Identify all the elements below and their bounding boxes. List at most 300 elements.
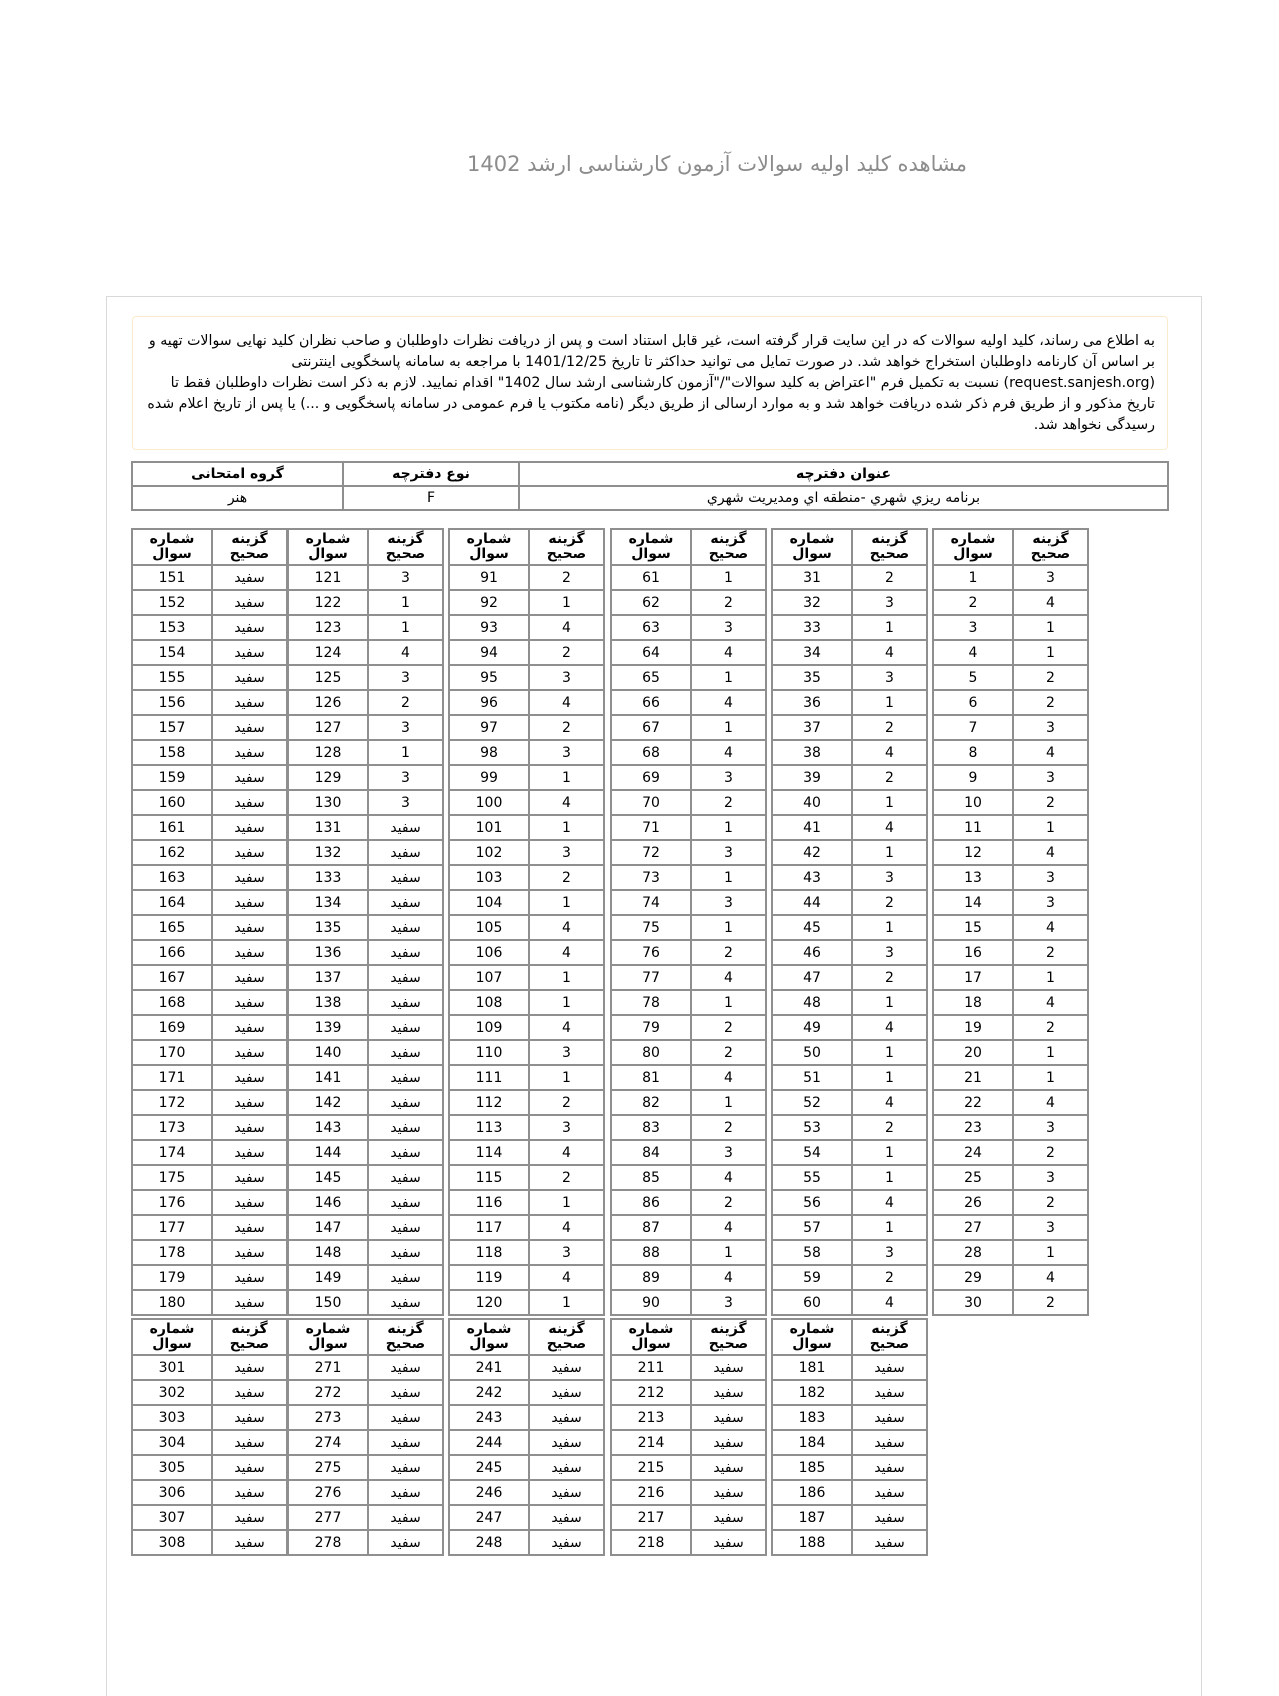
correct-option-cell: سفید <box>368 865 443 890</box>
correct-option-cell: 3 <box>368 715 443 740</box>
correct-option-cell: 1 <box>852 1215 927 1240</box>
correct-option-cell: سفید <box>368 940 443 965</box>
answer-row <box>772 990 927 1015</box>
answer-row <box>449 1430 604 1455</box>
answer-row <box>132 1015 287 1040</box>
question-number-cell: 75 <box>611 915 691 940</box>
question-number-cell: 26 <box>933 1190 1013 1215</box>
correct-option-cell: سفید <box>368 1290 443 1315</box>
question-number-cell: 153 <box>132 615 212 640</box>
correct-option-cell: 4 <box>691 640 766 665</box>
answer-row <box>132 790 287 815</box>
correct-option-cell: سفید <box>368 1190 443 1215</box>
correct-option-cell: 4 <box>852 1015 927 1040</box>
correct-option-cell: 3 <box>691 765 766 790</box>
answer-row <box>132 1380 287 1405</box>
question-number-cell: 277 <box>288 1505 368 1530</box>
question-number-cell: 13 <box>933 865 1013 890</box>
answer-row <box>288 1015 443 1040</box>
correct-option-cell: سفید <box>212 740 287 765</box>
question-number-header: شماره سوال <box>933 529 1013 565</box>
correct-option-header: گزینه صحیح <box>1013 529 1088 565</box>
answer-row <box>611 1530 766 1555</box>
answer-row <box>132 765 287 790</box>
correct-option-cell: سفید <box>212 1265 287 1290</box>
answer-row <box>611 765 766 790</box>
answer-row <box>288 1215 443 1240</box>
answer-row <box>933 1165 1088 1190</box>
correct-option-cell: 1 <box>852 790 927 815</box>
correct-option-cell: سفید <box>212 840 287 865</box>
answer-row <box>933 940 1088 965</box>
exam-group-header: گروه امتحانی <box>132 462 343 486</box>
correct-option-cell: سفید <box>529 1505 604 1530</box>
correct-option-cell: سفید <box>368 1380 443 1405</box>
answer-row <box>933 565 1088 590</box>
question-number-cell: 10 <box>933 790 1013 815</box>
answer-row <box>772 1040 927 1065</box>
answer-row <box>288 790 443 815</box>
correct-option-cell: سفید <box>212 1015 287 1040</box>
answer-row <box>933 890 1088 915</box>
question-number-cell: 116 <box>449 1190 529 1215</box>
correct-option-cell: 4 <box>691 1065 766 1090</box>
answer-row <box>611 1430 766 1455</box>
correct-option-cell: 1 <box>852 1140 927 1165</box>
answer-row <box>933 1115 1088 1140</box>
correct-option-cell: سفید <box>368 1065 443 1090</box>
question-number-cell: 108 <box>449 990 529 1015</box>
question-number-cell: 93 <box>449 615 529 640</box>
correct-option-cell: 4 <box>529 1140 604 1165</box>
correct-option-cell: سفید <box>368 1090 443 1115</box>
question-number-cell: 119 <box>449 1265 529 1290</box>
answer-row <box>288 665 443 690</box>
correct-option-cell: 1 <box>529 1290 604 1315</box>
question-number-cell: 132 <box>288 840 368 865</box>
question-number-cell: 122 <box>288 590 368 615</box>
answer-row <box>288 590 443 615</box>
correct-option-cell: 1 <box>1013 965 1088 990</box>
answer-row <box>449 1015 604 1040</box>
answer-row <box>449 965 604 990</box>
question-number-cell: 174 <box>132 1140 212 1165</box>
question-number-cell: 70 <box>611 790 691 815</box>
correct-option-cell: 3 <box>529 1115 604 1140</box>
answer-row <box>611 865 766 890</box>
correct-option-cell: سفید <box>212 1190 287 1215</box>
correct-option-cell: سفید <box>368 1215 443 1240</box>
answer-row <box>288 640 443 665</box>
correct-option-cell: 2 <box>529 715 604 740</box>
question-number-cell: 157 <box>132 715 212 740</box>
answer-key-table <box>771 1318 928 1556</box>
answer-row <box>611 740 766 765</box>
question-number-cell: 246 <box>449 1480 529 1505</box>
question-number-cell: 170 <box>132 1040 212 1065</box>
correct-option-header: گزینه صحیح <box>691 1319 766 1355</box>
correct-option-cell: سفید <box>691 1405 766 1430</box>
correct-option-cell: سفید <box>212 1215 287 1240</box>
question-number-cell: 29 <box>933 1265 1013 1290</box>
correct-option-cell: سفید <box>212 815 287 840</box>
correct-option-cell: 1 <box>368 740 443 765</box>
answer-row <box>772 1065 927 1090</box>
correct-option-cell: سفید <box>529 1480 604 1505</box>
correct-option-cell: 3 <box>852 940 927 965</box>
correct-option-cell: 3 <box>1013 715 1088 740</box>
correct-option-cell: سفید <box>368 1265 443 1290</box>
correct-option-cell: 2 <box>368 690 443 715</box>
answer-key-table <box>287 1318 444 1556</box>
answer-row <box>288 1355 443 1380</box>
answer-row <box>772 1530 927 1555</box>
correct-option-cell: 4 <box>1013 740 1088 765</box>
correct-option-cell: سفید <box>368 1240 443 1265</box>
correct-option-header: گزینه صحیح <box>212 1319 287 1355</box>
correct-option-cell: 3 <box>368 790 443 815</box>
correct-option-cell: 4 <box>1013 1090 1088 1115</box>
question-number-cell: 64 <box>611 640 691 665</box>
correct-option-cell: سفید <box>368 840 443 865</box>
answer-row <box>449 1455 604 1480</box>
correct-option-cell: 2 <box>852 765 927 790</box>
answer-row <box>132 590 287 615</box>
correct-option-cell: 2 <box>852 1265 927 1290</box>
answer-row <box>611 1015 766 1040</box>
correct-option-cell: 1 <box>1013 1240 1088 1265</box>
question-number-cell: 143 <box>288 1115 368 1140</box>
correct-option-cell: سفید <box>852 1455 927 1480</box>
answer-row <box>772 815 927 840</box>
question-number-cell: 38 <box>772 740 852 765</box>
answer-row <box>132 1065 287 1090</box>
answer-row <box>132 1090 287 1115</box>
correct-option-cell: 3 <box>368 765 443 790</box>
answer-row <box>449 1405 604 1430</box>
correct-option-cell: 1 <box>691 1090 766 1115</box>
answer-row <box>933 1090 1088 1115</box>
question-number-header: شماره سوال <box>772 529 852 565</box>
booklet-type-value: F <box>343 486 519 510</box>
answer-row <box>449 665 604 690</box>
answer-row <box>449 1240 604 1265</box>
question-number-cell: 179 <box>132 1265 212 1290</box>
question-number-cell: 31 <box>772 565 852 590</box>
answer-row <box>449 1355 604 1380</box>
answer-row <box>132 1240 287 1265</box>
answer-row <box>933 740 1088 765</box>
answer-row <box>449 865 604 890</box>
correct-option-cell: سفید <box>691 1380 766 1405</box>
question-number-cell: 272 <box>288 1380 368 1405</box>
question-number-cell: 133 <box>288 865 368 890</box>
correct-option-cell: 2 <box>529 565 604 590</box>
question-number-cell: 60 <box>772 1290 852 1315</box>
answer-row <box>449 1065 604 1090</box>
correct-option-cell: 1 <box>529 765 604 790</box>
question-number-cell: 4 <box>933 640 1013 665</box>
notice-alert: به اطلاع می رساند، کلید اولیه سوالات که در این سایت قرار گرفته است، غیر قابل استناد است و پس از دریافت نظرات داوطلبان و صاحب نظران کلید نهایی سوالات تهیه و بر اساس آن کارنامه داوطلبان استخراج خواهد شد. در صورت تمایل می توانید حداکثر تا تاریخ 1401/12/25 با مراجعه به سامانه پاسخگویی اینترنتی (request.sanjesh.org) نسبت به تکمیل فرم "اعتراض به کلید سوالات"/"آزمون کارشناسی ارشد سال 1402" اقدام نمایید. لازم به ذکر است نظرات داوطلبان فقط تا تاریخ مذکور و از طریق فرم ذکر شده دریافت خواهد شد و به موارد ارسالی از طریق دیگر (نامه مکتوب یا فرم عمومی در سامانه پاسخگویی و ...) یا پس از تاریخ اعلام شده رسیدگی نخواهد شد. <box>132 316 1168 450</box>
question-number-cell: 306 <box>132 1480 212 1505</box>
question-number-cell: 27 <box>933 1215 1013 1240</box>
answer-row <box>132 1165 287 1190</box>
answer-row <box>611 1065 766 1090</box>
answer-row <box>772 690 927 715</box>
answer-row <box>772 790 927 815</box>
correct-option-cell: 1 <box>368 615 443 640</box>
answer-row <box>611 565 766 590</box>
answer-row <box>611 840 766 865</box>
question-number-cell: 1 <box>933 565 1013 590</box>
correct-option-cell: 2 <box>852 715 927 740</box>
answer-row <box>449 1480 604 1505</box>
answer-row <box>132 1290 287 1315</box>
question-number-cell: 97 <box>449 715 529 740</box>
answer-row <box>611 1240 766 1265</box>
correct-option-cell: سفید <box>212 615 287 640</box>
question-number-cell: 304 <box>132 1430 212 1455</box>
correct-option-cell: 4 <box>852 1090 927 1115</box>
answer-row <box>772 615 927 640</box>
correct-option-cell: سفید <box>368 1115 443 1140</box>
question-number-cell: 81 <box>611 1065 691 1090</box>
correct-option-cell: 3 <box>1013 1215 1088 1240</box>
question-number-cell: 19 <box>933 1015 1013 1040</box>
correct-option-cell: 3 <box>852 590 927 615</box>
question-number-cell: 15 <box>933 915 1013 940</box>
answer-row <box>772 1140 927 1165</box>
answer-row <box>288 840 443 865</box>
answer-row <box>611 965 766 990</box>
answer-row <box>288 765 443 790</box>
correct-option-cell: 4 <box>852 1190 927 1215</box>
answer-row <box>611 1480 766 1505</box>
question-number-cell: 214 <box>611 1430 691 1455</box>
question-number-cell: 46 <box>772 940 852 965</box>
answer-row <box>772 1265 927 1290</box>
question-number-cell: 72 <box>611 840 691 865</box>
question-number-cell: 63 <box>611 615 691 640</box>
answer-row <box>933 1190 1088 1215</box>
question-number-cell: 169 <box>132 1015 212 1040</box>
question-number-cell: 155 <box>132 665 212 690</box>
correct-option-cell: 4 <box>1013 1265 1088 1290</box>
question-number-cell: 79 <box>611 1015 691 1040</box>
question-number-cell: 85 <box>611 1165 691 1190</box>
question-number-cell: 242 <box>449 1380 529 1405</box>
question-number-cell: 245 <box>449 1455 529 1480</box>
correct-option-cell: 4 <box>529 1265 604 1290</box>
correct-option-cell: 2 <box>529 1090 604 1115</box>
question-number-cell: 58 <box>772 1240 852 1265</box>
correct-option-cell: 1 <box>852 1165 927 1190</box>
correct-option-cell: 2 <box>852 965 927 990</box>
correct-option-cell: سفید <box>529 1380 604 1405</box>
question-number-header: شماره سوال <box>611 1319 691 1355</box>
correct-option-cell: سفید <box>212 790 287 815</box>
answer-row <box>772 915 927 940</box>
question-number-cell: 125 <box>288 665 368 690</box>
question-number-cell: 188 <box>772 1530 852 1555</box>
correct-option-cell: سفید <box>212 1090 287 1115</box>
answer-row <box>933 1240 1088 1265</box>
correct-option-cell: سفید <box>212 1505 287 1530</box>
correct-option-cell: 3 <box>529 840 604 865</box>
answer-row <box>611 1355 766 1380</box>
correct-option-cell: 1 <box>691 915 766 940</box>
answer-row <box>132 1455 287 1480</box>
correct-option-cell: 3 <box>1013 890 1088 915</box>
question-number-cell: 176 <box>132 1190 212 1215</box>
correct-option-cell: 1 <box>529 890 604 915</box>
correct-option-cell: 2 <box>691 590 766 615</box>
question-number-cell: 23 <box>933 1115 1013 1140</box>
answer-row <box>611 1215 766 1240</box>
correct-option-cell: سفید <box>852 1505 927 1530</box>
question-number-cell: 150 <box>288 1290 368 1315</box>
correct-option-cell: 4 <box>852 640 927 665</box>
question-number-cell: 142 <box>288 1090 368 1115</box>
correct-option-cell: سفید <box>212 665 287 690</box>
answer-row <box>611 1165 766 1190</box>
question-number-cell: 99 <box>449 765 529 790</box>
answer-row <box>933 990 1088 1015</box>
answer-row <box>933 715 1088 740</box>
answer-row <box>772 1090 927 1115</box>
answer-row <box>288 740 443 765</box>
question-number-cell: 147 <box>288 1215 368 1240</box>
correct-option-cell: 1 <box>852 915 927 940</box>
answer-row <box>288 1430 443 1455</box>
answer-row <box>288 565 443 590</box>
correct-option-cell: سفید <box>852 1355 927 1380</box>
correct-option-cell: 2 <box>691 1015 766 1040</box>
question-number-cell: 32 <box>772 590 852 615</box>
answer-row <box>288 890 443 915</box>
answer-row <box>933 865 1088 890</box>
question-number-cell: 66 <box>611 690 691 715</box>
question-number-cell: 76 <box>611 940 691 965</box>
answer-row <box>449 640 604 665</box>
correct-option-cell: 1 <box>691 665 766 690</box>
answer-row <box>288 1165 443 1190</box>
correct-option-cell: سفید <box>368 1405 443 1430</box>
correct-option-cell: 1 <box>691 990 766 1015</box>
correct-option-cell: سفید <box>368 1165 443 1190</box>
correct-option-cell: 4 <box>529 940 604 965</box>
correct-option-header: گزینه صحیح <box>691 529 766 565</box>
question-number-cell: 92 <box>449 590 529 615</box>
question-number-cell: 275 <box>288 1455 368 1480</box>
question-number-cell: 166 <box>132 940 212 965</box>
answer-row <box>611 1290 766 1315</box>
answer-row <box>611 1505 766 1530</box>
question-number-cell: 111 <box>449 1065 529 1090</box>
question-number-cell: 145 <box>288 1165 368 1190</box>
question-number-cell: 104 <box>449 890 529 915</box>
answer-row <box>449 840 604 865</box>
correct-option-cell: 4 <box>691 1265 766 1290</box>
question-number-cell: 167 <box>132 965 212 990</box>
question-number-cell: 61 <box>611 565 691 590</box>
answer-row <box>772 1190 927 1215</box>
correct-option-cell: سفید <box>212 940 287 965</box>
answer-row <box>611 1090 766 1115</box>
answer-row <box>772 890 927 915</box>
correct-option-cell: 1 <box>529 590 604 615</box>
correct-option-cell: 2 <box>852 1115 927 1140</box>
answer-row <box>132 690 287 715</box>
correct-option-cell: 3 <box>529 1240 604 1265</box>
question-number-cell: 177 <box>132 1215 212 1240</box>
answer-row <box>772 1165 927 1190</box>
question-number-cell: 131 <box>288 815 368 840</box>
correct-option-cell: سفید <box>212 1290 287 1315</box>
question-number-cell: 244 <box>449 1430 529 1455</box>
correct-option-cell: سفید <box>691 1430 766 1455</box>
correct-option-cell: 3 <box>691 1290 766 1315</box>
answer-row <box>288 1405 443 1430</box>
question-number-cell: 71 <box>611 815 691 840</box>
question-number-cell: 37 <box>772 715 852 740</box>
answer-row <box>611 1265 766 1290</box>
question-number-cell: 171 <box>132 1065 212 1090</box>
answer-row <box>132 1355 287 1380</box>
question-number-cell: 165 <box>132 915 212 940</box>
correct-option-cell: 4 <box>691 965 766 990</box>
question-number-cell: 180 <box>132 1290 212 1315</box>
answer-row <box>132 1530 287 1555</box>
answer-row <box>132 990 287 1015</box>
question-number-cell: 96 <box>449 690 529 715</box>
answer-row <box>449 615 604 640</box>
answer-key-table <box>771 528 928 1316</box>
question-number-cell: 49 <box>772 1015 852 1040</box>
question-number-cell: 274 <box>288 1430 368 1455</box>
question-number-cell: 183 <box>772 1405 852 1430</box>
answer-row <box>449 1265 604 1290</box>
answer-row <box>772 1505 927 1530</box>
correct-option-cell: سفید <box>368 1140 443 1165</box>
answer-row <box>772 665 927 690</box>
answer-row <box>611 1040 766 1065</box>
question-number-cell: 52 <box>772 1090 852 1115</box>
question-number-cell: 105 <box>449 915 529 940</box>
correct-option-cell: سفید <box>852 1480 927 1505</box>
question-number-cell: 137 <box>288 965 368 990</box>
question-number-cell: 7 <box>933 715 1013 740</box>
answer-row <box>288 715 443 740</box>
question-number-cell: 118 <box>449 1240 529 1265</box>
question-number-cell: 57 <box>772 1215 852 1240</box>
correct-option-header: گزینه صحیح <box>529 1319 604 1355</box>
answer-row <box>611 690 766 715</box>
correct-option-cell: 2 <box>1013 1190 1088 1215</box>
correct-option-cell: 1 <box>368 590 443 615</box>
correct-option-cell: سفید <box>529 1430 604 1455</box>
answer-row <box>132 1405 287 1430</box>
answer-row <box>132 740 287 765</box>
question-number-cell: 51 <box>772 1065 852 1090</box>
question-number-cell: 102 <box>449 840 529 865</box>
question-number-cell: 187 <box>772 1505 852 1530</box>
answer-row <box>449 1040 604 1065</box>
correct-option-cell: سفید <box>212 690 287 715</box>
correct-option-cell: سفید <box>212 1115 287 1140</box>
question-number-cell: 184 <box>772 1430 852 1455</box>
question-number-cell: 90 <box>611 1290 691 1315</box>
